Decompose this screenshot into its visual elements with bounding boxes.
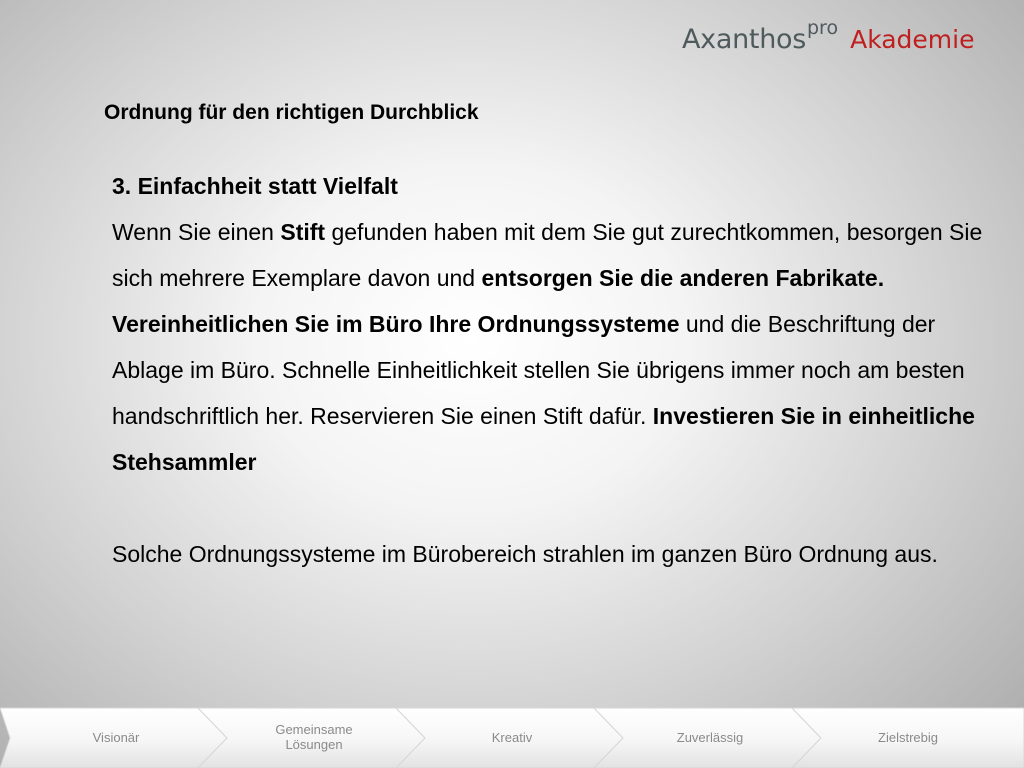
nav-item-visionaer[interactable] (16, 706, 216, 768)
nav-item-gemeinsame-loesungen[interactable] (214, 706, 414, 768)
text-run: und die Beschriftung der Ablage im Büro. Schnelle Einheitlichkeit stellen Sie übrigens immer noch am besten handschriftlich her. Reservieren Sie einen Stift dafür. (112, 311, 965, 429)
value-chevron-nav (0, 706, 1024, 768)
nav-item-label: Zuverlässig (676, 729, 744, 745)
text-run: Wenn Sie einen (112, 219, 281, 245)
logo-superscript: pro (807, 17, 839, 39)
nav-item-zuverlaessig[interactable] (610, 706, 810, 768)
bold-run: Stift (280, 219, 326, 245)
nav-item-zielstrebig[interactable] (810, 706, 1006, 768)
nav-item-label: Gemeinsame Lösungen (275, 722, 353, 752)
nav-item-label: Kreativ (491, 729, 533, 745)
bold-run: Investieren Sie in einheitliche Stehsammler (112, 403, 975, 475)
logo-brand: Axanthos (682, 24, 806, 55)
bold-run: Vereinheitlichen Sie im Büro Ihre Ordnungssysteme (112, 311, 680, 337)
slide-title: Ordnung für den richtigen Durchblick (104, 101, 479, 124)
nav-item-label: Visionär (92, 729, 140, 745)
nav-item-label: Zielstrebig (878, 729, 938, 745)
company-logo (682, 17, 975, 68)
logo-accent: Akademie (850, 25, 975, 54)
text-run: gefunden haben mit dem Sie gut zurechtkommen, besorgen Sie sich mehrere Exemplare davon und (112, 219, 983, 291)
bold-run: entsorgen Sie die anderen Fabrikate. (481, 265, 885, 291)
section-heading: 3. Einfachheit statt Vielfalt (112, 173, 398, 199)
paragraph-pen-tip (112, 209, 992, 301)
paragraph-conclusion: Solche Ordnungssysteme im Bürobereich strahlen im ganzen Büro Ordnung aus. (112, 541, 938, 567)
paragraph-systems-tip (112, 301, 992, 485)
nav-item-kreativ[interactable] (412, 706, 612, 768)
slide-content (112, 163, 992, 577)
paragraph-spacer (112, 485, 992, 531)
